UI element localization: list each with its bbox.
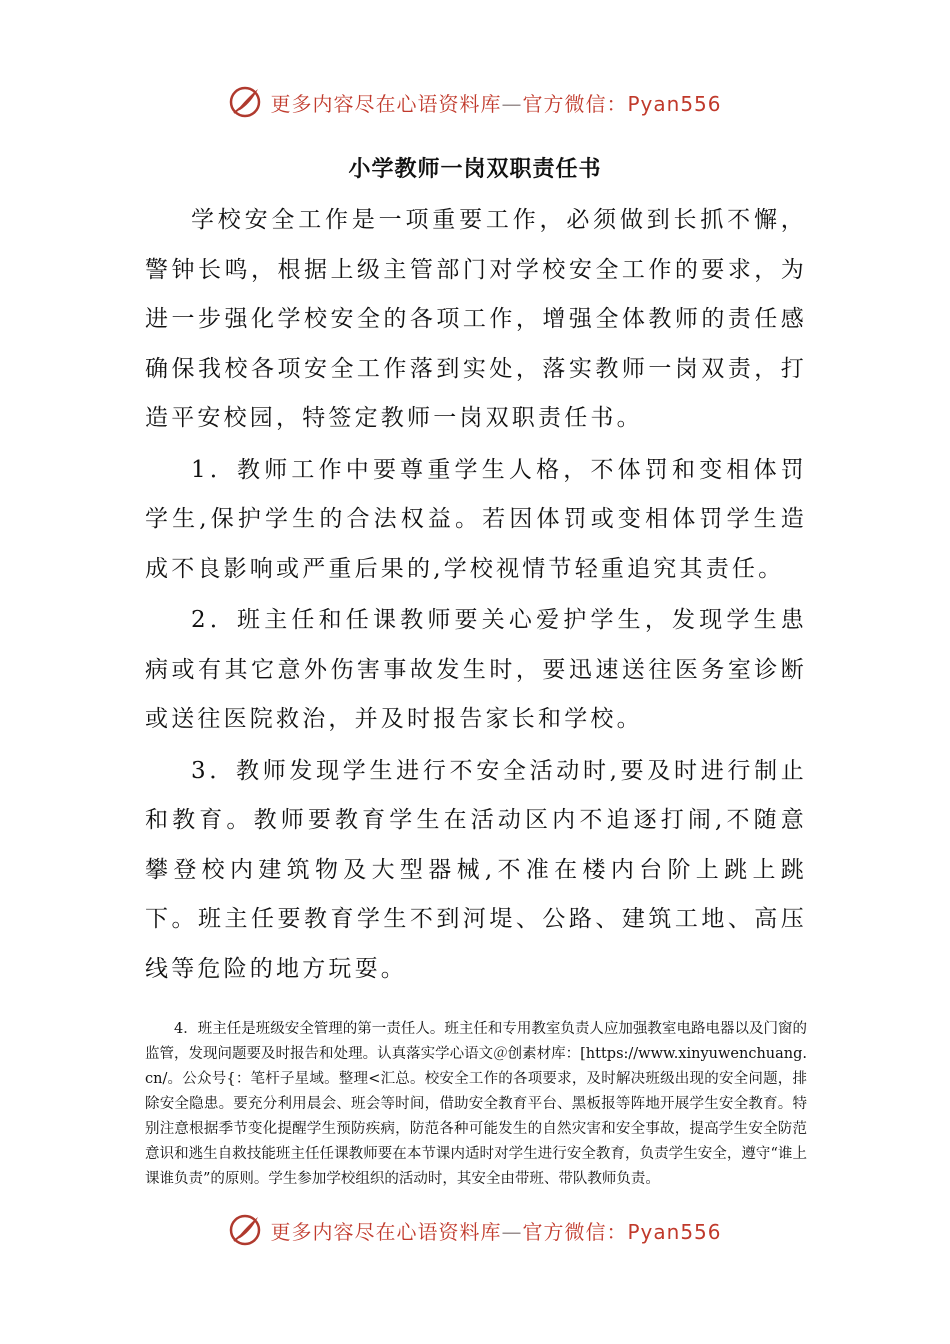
clause-2-paragraph: 2．班主任和任课教师要关心爱护学生，发现学生患病或有其它意外伤害事故发生时，要迅速送往医务室诊断或送往医院救治，并及时报告家长和学校。 (145, 607, 807, 732)
watermark-id: Pyan556 (627, 91, 722, 116)
watermark-prefix: 更多内容尽在心语资料库 (270, 1219, 502, 1244)
header-watermark (0, 82, 950, 122)
watermark-text (270, 1216, 721, 1245)
watermark-id: Pyan556 (627, 1219, 722, 1244)
document-title: 小学教师一岗双职责任书 (348, 157, 602, 182)
watermark-text (270, 88, 721, 117)
watermark-label: 官方微信： (522, 1219, 628, 1244)
document-body (145, 196, 807, 996)
watermark-prefix: 更多内容尽在心语资料库 (270, 91, 502, 116)
quill-circle-logo-icon (228, 1213, 262, 1247)
watermark-dash: — (501, 1219, 523, 1244)
intro-paragraph: 学校安全工作是一项重要工作，必须做到长抓不懈，警钟长鸣，根据上级主管部门对学校安全工作的要求，为进一步强化学校安全的各项工作，增强全体教师的责任感确保我校各项安全工作落到实处，落实教师一岗双责，打造平安校园，特签定教师一岗双职责任书。 (145, 207, 807, 431)
watermark-label: 官方微信： (522, 91, 628, 116)
footer-watermark (0, 1210, 950, 1250)
watermark-dash: — (501, 91, 523, 116)
clause-1-paragraph: 1．教师工作中要尊重学生人格，不体罚和变相体罚学生,保护学生的合法权益。若因体罚或变相体罚学生造成不良影响或严重后果的,学校视情节轻重追究其责任。 (145, 456, 807, 582)
clause-3-paragraph: 3．教师发现学生进行不安全活动时,要及时进行制止和教育。教师要教育学生在活动区内不追逐打闹,不随意攀登校内建筑物及大型器械,不准在楼内台阶上跳上跳下。班主任要教育学生不到河堤、公路、建筑工地、高压线等危险的地方玩耍。 (145, 757, 807, 982)
quill-circle-logo-icon (228, 85, 262, 119)
clause-4-paragraph: 4．班主任是班级安全管理的第一责任人。班主任和专用教室负责人应加强教室电路电器以及门窗的监管，发现问题要及时报告和处理。认真落实学心语文＠创素材库：[https://www.xinyuwenchuang.cn/。公众号{：笔杆子星域。整理<汇总。校安全工作的各项要求，及时解决班级出现的安全问题，排除安全隐患。要充分利用晨会、班会等时间，借助安全教育平台、黑板报等阵地开展学生安全教育。特别注意根据季节变化提醒学生预防疾病，防范各种可能发生的自然灾害和安全事故，提高学生安全防范意识和逃生自救技能班主任任课教师要在本节课内适时对学生进行安全教育，负责学生安全，遵守“谁上课谁负责”的原则。学生参加学校组织的活动时，其安全由带班、带队教师负责。 (145, 1021, 807, 1187)
